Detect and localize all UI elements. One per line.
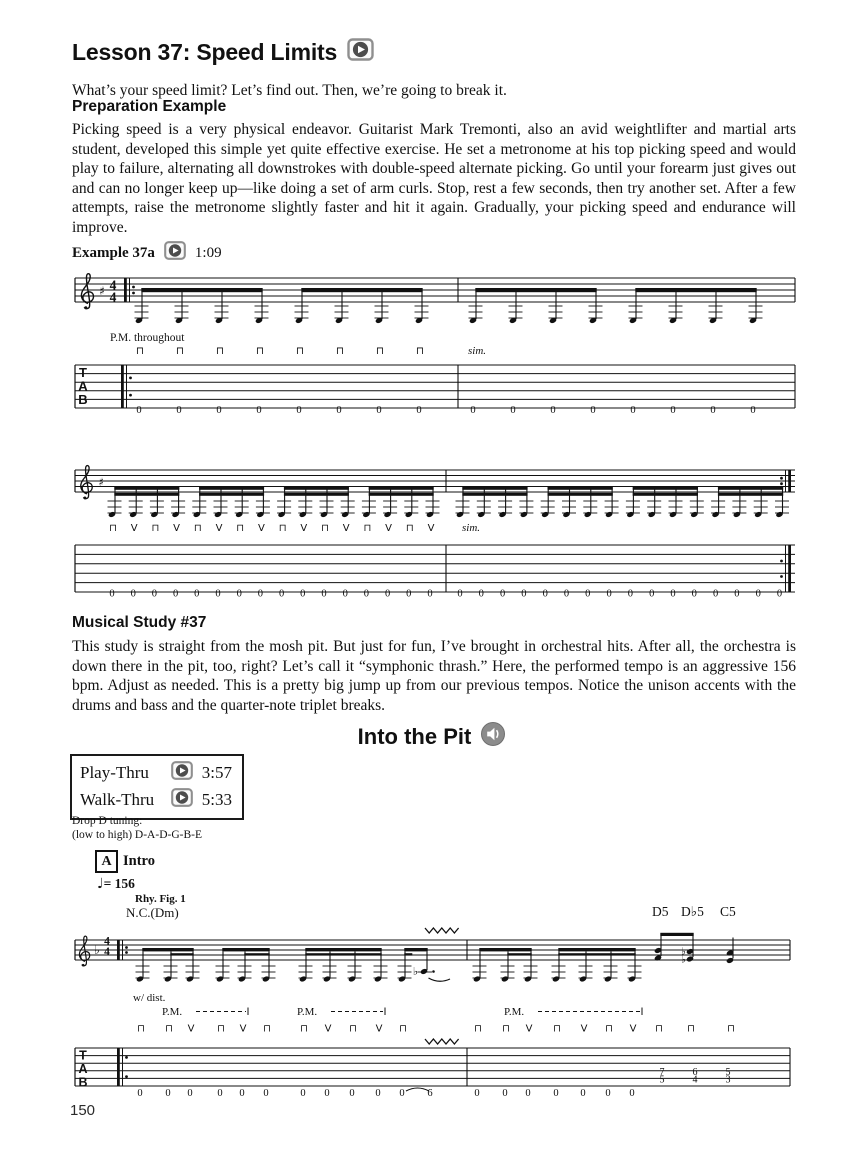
- speaker-icon[interactable]: [480, 721, 506, 752]
- svg-text:V: V: [342, 523, 350, 534]
- example-duration: 1:09: [194, 244, 222, 261]
- svg-text:3: 3: [725, 1074, 731, 1086]
- svg-text:0: 0: [278, 588, 285, 600]
- svg-text:V: V: [187, 1023, 195, 1035]
- svg-text:0: 0: [478, 588, 484, 600]
- svg-text:0: 0: [363, 588, 370, 600]
- svg-text:⊓: ⊓: [215, 345, 225, 357]
- svg-text:0: 0: [553, 1088, 559, 1099]
- study-heading: Musical Study #37: [72, 614, 207, 631]
- svg-text:4: 4: [692, 1074, 698, 1086]
- walkthru-time: 5:33: [201, 790, 232, 809]
- tuning-line1: Drop D tuning:: [72, 815, 143, 827]
- svg-text:A: A: [78, 1062, 88, 1076]
- svg-text:0: 0: [136, 405, 142, 416]
- svg-text:4: 4: [109, 277, 117, 293]
- svg-text:V: V: [629, 1023, 637, 1035]
- tempo-value: = 156: [103, 876, 135, 891]
- svg-text:0: 0: [499, 588, 506, 600]
- svg-text:V: V: [427, 523, 435, 534]
- svg-text:0: 0: [550, 405, 556, 416]
- svg-text:V: V: [324, 1023, 332, 1035]
- svg-text:0: 0: [349, 1088, 355, 1099]
- svg-text:0: 0: [691, 588, 697, 600]
- svg-text:5: 5: [725, 1066, 731, 1078]
- tuning-note: [72, 814, 202, 842]
- svg-text:V: V: [130, 523, 138, 534]
- svg-text:⊓: ⊓: [263, 1023, 271, 1035]
- svg-text:0: 0: [296, 405, 302, 416]
- svg-text:P.M.: P.M.: [162, 1006, 183, 1018]
- svg-text:⊓: ⊓: [217, 1023, 225, 1035]
- lesson-header: [72, 38, 374, 66]
- svg-text:⊓: ⊓: [363, 523, 372, 534]
- svg-text:0: 0: [710, 405, 716, 416]
- chord-symbol-d5: D5: [652, 904, 669, 919]
- svg-text:0: 0: [376, 405, 382, 416]
- example-row: [72, 241, 222, 265]
- svg-text:V: V: [239, 1023, 247, 1035]
- svg-text:0: 0: [263, 1088, 269, 1099]
- svg-text:0: 0: [734, 588, 740, 600]
- svg-text:0: 0: [474, 1088, 480, 1099]
- rhythm-figure-label: Rhy. Fig. 1: [135, 893, 186, 905]
- svg-text:V: V: [215, 523, 223, 534]
- svg-text:⊓: ⊓: [135, 345, 145, 357]
- svg-text:0: 0: [427, 588, 433, 600]
- svg-text:6: 6: [692, 1066, 698, 1078]
- svg-text:0: 0: [384, 588, 391, 600]
- svg-text:0: 0: [630, 405, 636, 416]
- svg-text:V: V: [525, 1023, 533, 1035]
- svg-text:⊓: ⊓: [255, 345, 265, 357]
- chord-symbol-nc: N.C.(Dm): [126, 905, 179, 920]
- svg-text:P.M.: P.M.: [504, 1006, 525, 1018]
- svg-text:V: V: [580, 1023, 588, 1035]
- svg-text:0: 0: [215, 588, 221, 600]
- svg-text:⊓: ⊓: [151, 523, 160, 534]
- svg-text:5: 5: [659, 1074, 665, 1086]
- svg-text:7: 7: [659, 1066, 665, 1078]
- example-label: Example 37a: [72, 244, 155, 261]
- svg-text:⊓: ⊓: [278, 523, 287, 534]
- preparation-heading: Preparation Example: [72, 98, 227, 115]
- svg-text:V: V: [300, 523, 308, 534]
- svg-text:⊓: ⊓: [193, 523, 202, 534]
- svg-text:0: 0: [580, 1088, 586, 1099]
- svg-text:⊓: ⊓: [335, 345, 345, 357]
- preparation-body: Picking speed is a very physical endeavor. Guitarist Mark Tremonti, also an avid weightlifter and martial arts student, developed this simple yet quite effective exercise. He set a metronome at his top picking speed and would play to failure, alternating all downstrokes with double-speed alternate picking. Go until your forearm just gives out and can no longer keep up—like doing a set of arm curls. Stop, rest a few seconds, then try another set. After a few attempts, raise the metronome slightly faster and hit it again. Gradually, your picking speed and endurance will improve.: [72, 121, 796, 236]
- svg-text:⊓: ⊓: [655, 1023, 663, 1035]
- svg-text:sim.: sim.: [462, 522, 481, 534]
- section-name: Intro: [123, 853, 155, 869]
- song-title-row: [0, 721, 864, 752]
- walkthru-label: Walk-Thru: [80, 790, 155, 809]
- svg-text:⊓: ⊓: [236, 523, 245, 534]
- svg-text:0: 0: [399, 1088, 405, 1099]
- svg-text:0: 0: [712, 588, 719, 600]
- svg-text:T: T: [79, 365, 87, 380]
- svg-text:⊓: ⊓: [605, 1023, 613, 1035]
- svg-text:0: 0: [321, 588, 327, 600]
- svg-text:A: A: [78, 378, 88, 394]
- svg-text:0: 0: [521, 588, 527, 600]
- video-play-icon[interactable]: [347, 38, 374, 66]
- svg-text:⊓: ⊓: [137, 1023, 145, 1035]
- svg-text:0: 0: [470, 405, 476, 416]
- svg-text:0: 0: [542, 588, 548, 600]
- walkthru-row: [80, 788, 232, 812]
- svg-text:♭: ♭: [94, 943, 100, 957]
- svg-text:P.M.: P.M.: [297, 1006, 318, 1018]
- svg-text:0: 0: [755, 588, 761, 600]
- svg-text:0: 0: [750, 405, 756, 416]
- svg-text:0: 0: [176, 405, 182, 416]
- playthru-row: [80, 761, 232, 785]
- svg-text:0: 0: [216, 405, 222, 416]
- svg-text:0: 0: [670, 405, 676, 416]
- tempo-marking: [97, 876, 135, 892]
- chord-symbol-dflat5: D♭5: [681, 904, 704, 919]
- svg-text:V: V: [257, 523, 265, 534]
- svg-text:0: 0: [629, 1088, 635, 1099]
- svg-text:⊓: ⊓: [175, 345, 185, 357]
- svg-text:4: 4: [109, 289, 117, 305]
- walkthru-play-icon[interactable]: [171, 788, 193, 812]
- svg-text:0: 0: [239, 1088, 245, 1099]
- svg-text:V: V: [173, 523, 181, 534]
- chord-symbol-c5: C5: [720, 904, 736, 919]
- svg-text:⊓: ⊓: [300, 1023, 308, 1035]
- svg-text:0: 0: [194, 588, 200, 600]
- svg-text:0: 0: [510, 405, 516, 416]
- svg-text:0: 0: [324, 1088, 330, 1099]
- svg-text:0: 0: [627, 588, 634, 600]
- svg-text:0: 0: [300, 588, 306, 600]
- svg-text:0: 0: [502, 1088, 508, 1099]
- svg-text:⊓: ⊓: [405, 523, 414, 534]
- playthru-box: [70, 754, 244, 820]
- svg-text:⊓: ⊓: [553, 1023, 561, 1035]
- svg-text:B: B: [78, 392, 88, 407]
- svg-text:0: 0: [585, 588, 591, 600]
- svg-text:♯: ♯: [99, 284, 105, 298]
- svg-text:⊓: ⊓: [295, 345, 305, 357]
- svg-text:V: V: [375, 1023, 383, 1035]
- svg-text:0: 0: [130, 588, 136, 600]
- svg-text:0: 0: [670, 588, 676, 600]
- svg-text:⊓: ⊓: [109, 523, 117, 534]
- svg-text:0: 0: [375, 1088, 381, 1099]
- svg-text:0: 0: [257, 588, 264, 600]
- svg-text:0: 0: [165, 1088, 171, 1099]
- svg-text:0: 0: [151, 588, 158, 600]
- svg-text:0: 0: [109, 588, 115, 600]
- svg-text:0: 0: [605, 1088, 611, 1099]
- svg-text:0: 0: [256, 405, 262, 416]
- svg-text:0: 0: [217, 1088, 223, 1099]
- notation-system-example-line2: [0, 455, 864, 610]
- svg-text:0: 0: [336, 405, 342, 416]
- svg-text:0: 0: [649, 588, 655, 600]
- svg-text:0: 0: [776, 588, 783, 600]
- svg-text:0: 0: [187, 1088, 193, 1099]
- svg-text:⊓: ⊓: [502, 1023, 510, 1035]
- svg-text:⊓: ⊓: [165, 1023, 173, 1035]
- svg-text:0: 0: [236, 588, 242, 600]
- svg-text:6: 6: [427, 1088, 433, 1099]
- quarter-note-icon: ♩: [97, 876, 104, 892]
- svg-text:P.M. throughout: P.M. throughout: [110, 332, 185, 344]
- svg-text:⊓: ⊓: [727, 1023, 735, 1035]
- rehearsal-letter-box: [95, 850, 118, 873]
- svg-text:⊓: ⊓: [415, 345, 425, 357]
- svg-text:0: 0: [300, 1088, 306, 1099]
- svg-text:0: 0: [416, 405, 422, 416]
- svg-text:0: 0: [137, 1088, 143, 1099]
- svg-text:sim.: sim.: [468, 345, 487, 357]
- playthru-label: Play-Thru: [80, 763, 149, 782]
- svg-text:0: 0: [525, 1088, 531, 1099]
- svg-text:♭: ♭: [681, 946, 686, 958]
- svg-text:0: 0: [406, 588, 412, 600]
- notation-system-example-line1: [0, 270, 864, 429]
- svg-text:♭: ♭: [412, 965, 419, 978]
- svg-text:0: 0: [342, 588, 348, 600]
- svg-text:0: 0: [172, 588, 179, 600]
- svg-text:4: 4: [104, 935, 110, 948]
- svg-text:B: B: [78, 1075, 88, 1090]
- svg-text:V: V: [385, 523, 393, 534]
- rehearsal-letter: A: [101, 853, 112, 869]
- svg-text:⊓: ⊓: [474, 1023, 482, 1035]
- lesson-intro-text: What’s your speed limit? Let’s find out. Then, we’re going to break it.: [72, 81, 507, 99]
- svg-text:w/ dist.: w/ dist.: [133, 992, 166, 1004]
- svg-text:0: 0: [563, 588, 570, 600]
- svg-text:0: 0: [590, 405, 596, 416]
- page-number: 150: [70, 1102, 96, 1119]
- svg-text:⊓: ⊓: [349, 1023, 357, 1035]
- playthru-time: 3:57: [201, 763, 232, 782]
- study-body: This study is straight from the mosh pit. But just for fun, I’ve brought in orchestral hits. After all, the orchestra is down there in the pit, too, right? Let’s call it “symphonic thrash.” Here, the performed tempo is an aggressive 156 bpm. Adjust as needed. This is a pretty big jump up from our previous tempos. Notice the unison accents with the drums and bass and the quarter-note triplet breaks.: [72, 638, 796, 714]
- svg-text:T: T: [79, 1048, 87, 1063]
- song-title: Into the Pit: [357, 723, 472, 749]
- svg-text:⊓: ⊓: [687, 1023, 695, 1035]
- page-title: Lesson 37: Speed Limits: [72, 38, 338, 65]
- svg-text:0: 0: [606, 588, 612, 600]
- svg-text:4: 4: [104, 946, 110, 958]
- example-play-icon[interactable]: [164, 241, 186, 265]
- svg-text:0: 0: [457, 588, 463, 600]
- notation-system-into-the-pit: [0, 924, 864, 1107]
- svg-text:⊓: ⊓: [321, 523, 329, 534]
- svg-text:⊓: ⊓: [399, 1023, 407, 1035]
- svg-text:⊓: ⊓: [375, 345, 385, 357]
- tuning-line2: (low to high) D-A-D-G-B-E: [72, 829, 202, 841]
- svg-text:♭: ♭: [681, 954, 686, 966]
- svg-text:♯: ♯: [98, 475, 104, 489]
- playthru-play-icon[interactable]: [171, 761, 193, 785]
